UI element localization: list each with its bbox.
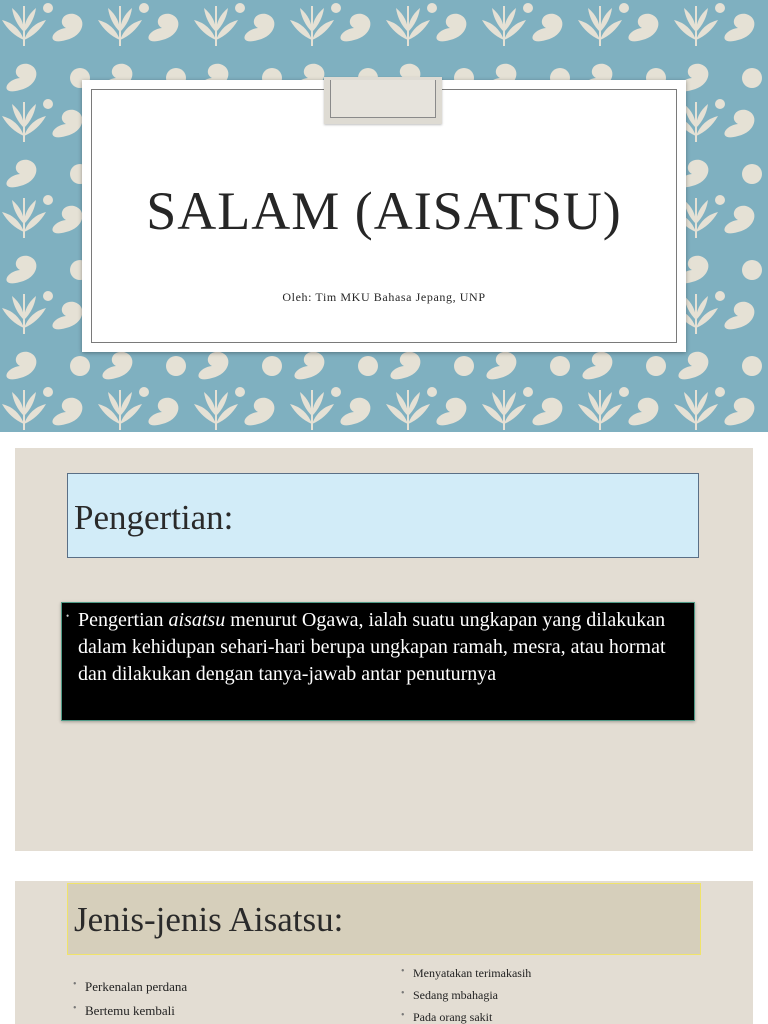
types-list-left: [73, 979, 187, 1024]
slide-subtitle: Oleh: Tim MKU Bahasa Jepang, UNP: [282, 290, 486, 304]
list-item: • Bertemu kembali: [73, 1003, 187, 1024]
bullet-icon: •: [66, 611, 70, 621]
types-slide: [15, 881, 753, 1024]
emphasis-term: aisatsu: [168, 609, 226, 631]
types-list-right: [401, 966, 531, 1024]
list-item: • Sedang mbahagia: [401, 988, 531, 1010]
definition-text: Pengertian aisatsu menurut Ogawa, ialah suatu ungkapan yang dilakukan dalam kehidupan sehari-hari berupa ungkapan ramah, mesra, atau hormat dan dilakukan dengan tanya-jawab antar penuturnya: [78, 609, 666, 685]
types-heading: Jenis-jenis Aisatsu:: [74, 900, 344, 939]
slide-title: SALAM (AISATSU): [146, 181, 622, 241]
title-card: [82, 80, 686, 352]
title-slide: [0, 0, 768, 432]
list-item: • Pada orang sakit: [401, 1010, 531, 1024]
definition-body-box: [61, 602, 695, 721]
types-heading-box: [67, 883, 701, 955]
list-item: • Menyatakan terimakasih: [401, 966, 531, 988]
definition-heading-box: [67, 473, 699, 558]
definition-slide: [15, 448, 753, 851]
list-item: • Perkenalan perdana: [73, 979, 187, 1003]
title-tab-decoration: [324, 77, 442, 124]
definition-heading: Pengertian:: [74, 498, 234, 537]
